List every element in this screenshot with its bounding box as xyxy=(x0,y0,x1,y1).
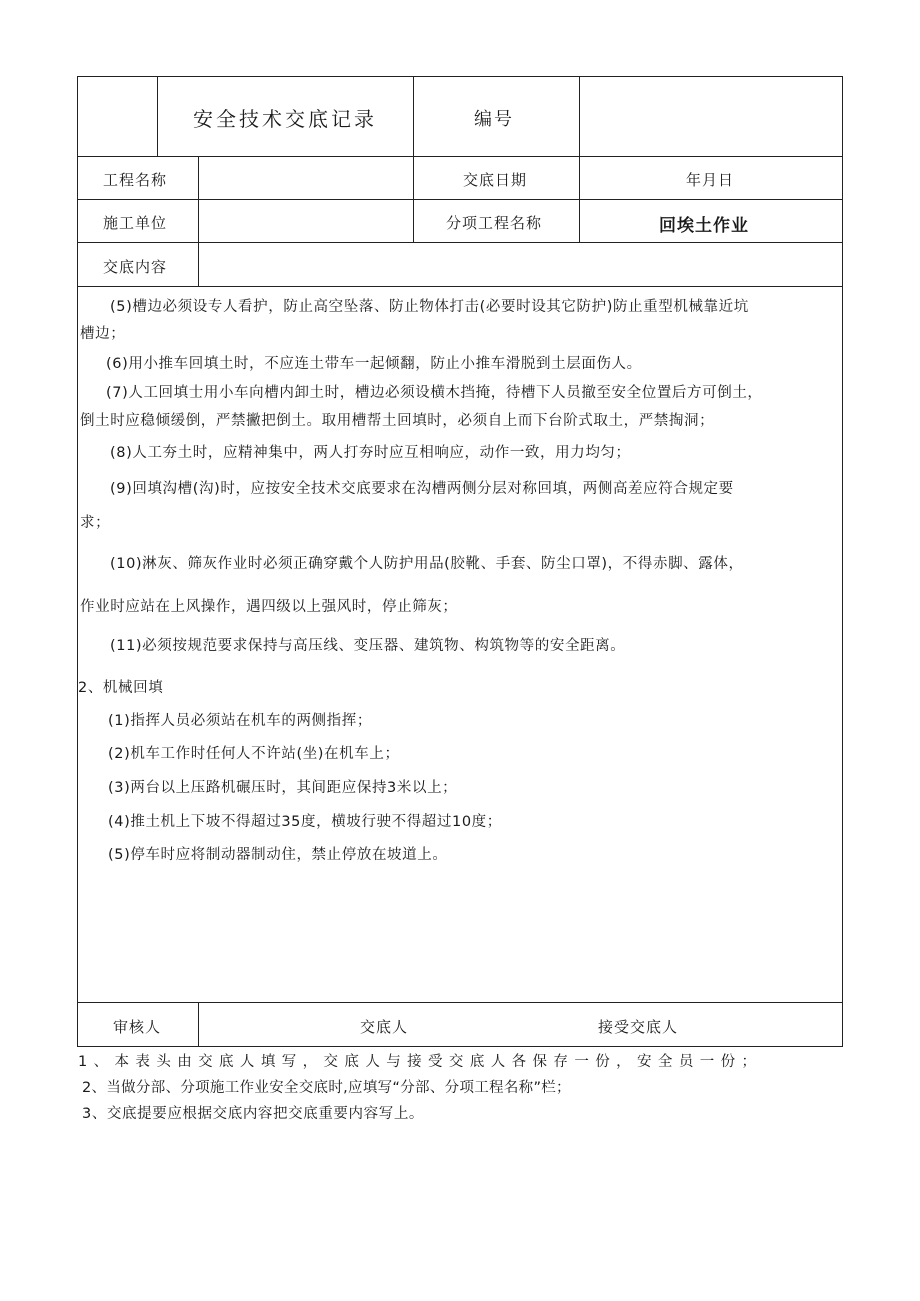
project-row-border xyxy=(77,199,843,200)
note-1: 1、本表头由交底人填写，交底人与接受交底人各保存一份，安全员一份； xyxy=(78,1054,763,1070)
presenter-label: 交底人 xyxy=(360,1018,409,1036)
content-label-value[interactable] xyxy=(210,256,810,278)
table-bottom-border xyxy=(77,1046,843,1047)
item-10-line-2: 作业时应站在上风操作，遇四级以上强风时，停止筛灰； xyxy=(80,599,458,615)
item-7-line-1: (7)人工回填士用小车向槽内卸土时，槽边必须设横木挡掩，待槽下人员撤至安全位置后方可倒土， xyxy=(106,385,763,401)
code-label: 编号 xyxy=(474,109,514,130)
date-label: 交底日期 xyxy=(463,171,528,189)
table-top-border xyxy=(77,76,843,77)
item-9-line-1: (9)回填沟槽(沟)时，应按安全技术交底要求在沟槽两侧分层对称回填，两侧高差应符合规定要 xyxy=(110,481,734,497)
item-5-line-1: (5)槽边必须设专人看护，防止高空坠落、防止物体打击(必要时设其它防护)防止重型机械靠近坑 xyxy=(110,299,749,315)
header-divider-2 xyxy=(413,76,414,242)
page-title: 安全技术交底记录 xyxy=(193,107,377,131)
construction-unit-value[interactable] xyxy=(210,212,400,234)
header-divider-1 xyxy=(157,76,158,156)
item-5-line-2: 槽边； xyxy=(80,326,126,342)
item-7-line-2: 倒土时应稳倾缓倒，严禁撇把倒土。取用槽帮土回填时，必须自上而下台阶式取土，严禁掏洞； xyxy=(80,413,715,429)
project-name-label: 工程名称 xyxy=(103,171,168,189)
section-2-heading: 2、机械回填 xyxy=(78,680,164,696)
content-label: 交底内容 xyxy=(103,258,168,276)
project-name-value[interactable] xyxy=(210,169,400,191)
content-body xyxy=(80,286,840,1002)
reviewer-label: 审核人 xyxy=(113,1018,162,1036)
reviewer-column-divider xyxy=(198,1002,199,1046)
item-6: (6)用小推车回填土时，不应连土带车一起倾翻，防止小推车滑脱到土层面伤人。 xyxy=(106,356,642,372)
unit-row-border xyxy=(77,242,843,243)
note-2: 2、当做分部、分项施工作业安全交底时,应填写“分部、分项工程名称”栏； xyxy=(82,1080,571,1096)
subitem-name-value[interactable]: 回埃土作业 xyxy=(659,216,749,236)
machine-item-3: (3)两台以上压路机碾压时，其间距应保持3米以上； xyxy=(108,780,458,796)
machine-item-2: (2)机车工作时任何人不许站(坐)在机车上； xyxy=(108,746,400,762)
table-left-border xyxy=(77,76,78,1046)
header-divider-3 xyxy=(579,76,580,242)
code-value[interactable] xyxy=(600,105,820,129)
item-9-line-2: 求； xyxy=(80,515,111,531)
table-right-border xyxy=(842,76,843,1046)
subitem-name-label: 分项工程名称 xyxy=(446,214,543,232)
item-8: (8)人工夯土时，应精神集中，两人打夯时应互相响应，动作一致，用力均匀； xyxy=(110,445,631,461)
machine-item-5: (5)停车时应将制动器制动住，禁止停放在坡道上。 xyxy=(108,847,448,863)
item-10-line-1: (10)淋灰、筛灰作业时必须正确穿戴个人防护用品(胶靴、手套、防尘口罩)，不得赤脚、露体， xyxy=(110,556,744,572)
content-body-border xyxy=(77,1002,843,1003)
note-3: 3、交底提要应根据交底内容把交底重要内容写上。 xyxy=(82,1106,425,1122)
machine-item-1: (1)指挥人员必须站在机车的两侧指挥； xyxy=(108,713,372,729)
construction-unit-label: 施工单位 xyxy=(103,214,168,232)
date-value[interactable]: 年月日 xyxy=(686,171,735,189)
receiver-label: 接受交底人 xyxy=(598,1018,679,1036)
header-row-border xyxy=(77,156,843,157)
item-11: (11)必须按规范要求保持与高压线、变压器、建筑物、构筑物等的安全距离。 xyxy=(110,638,626,654)
machine-item-4: (4)推土机上下坡不得超过35度，横坡行驶不得超过10度； xyxy=(108,814,502,830)
label-column-divider xyxy=(198,156,199,286)
